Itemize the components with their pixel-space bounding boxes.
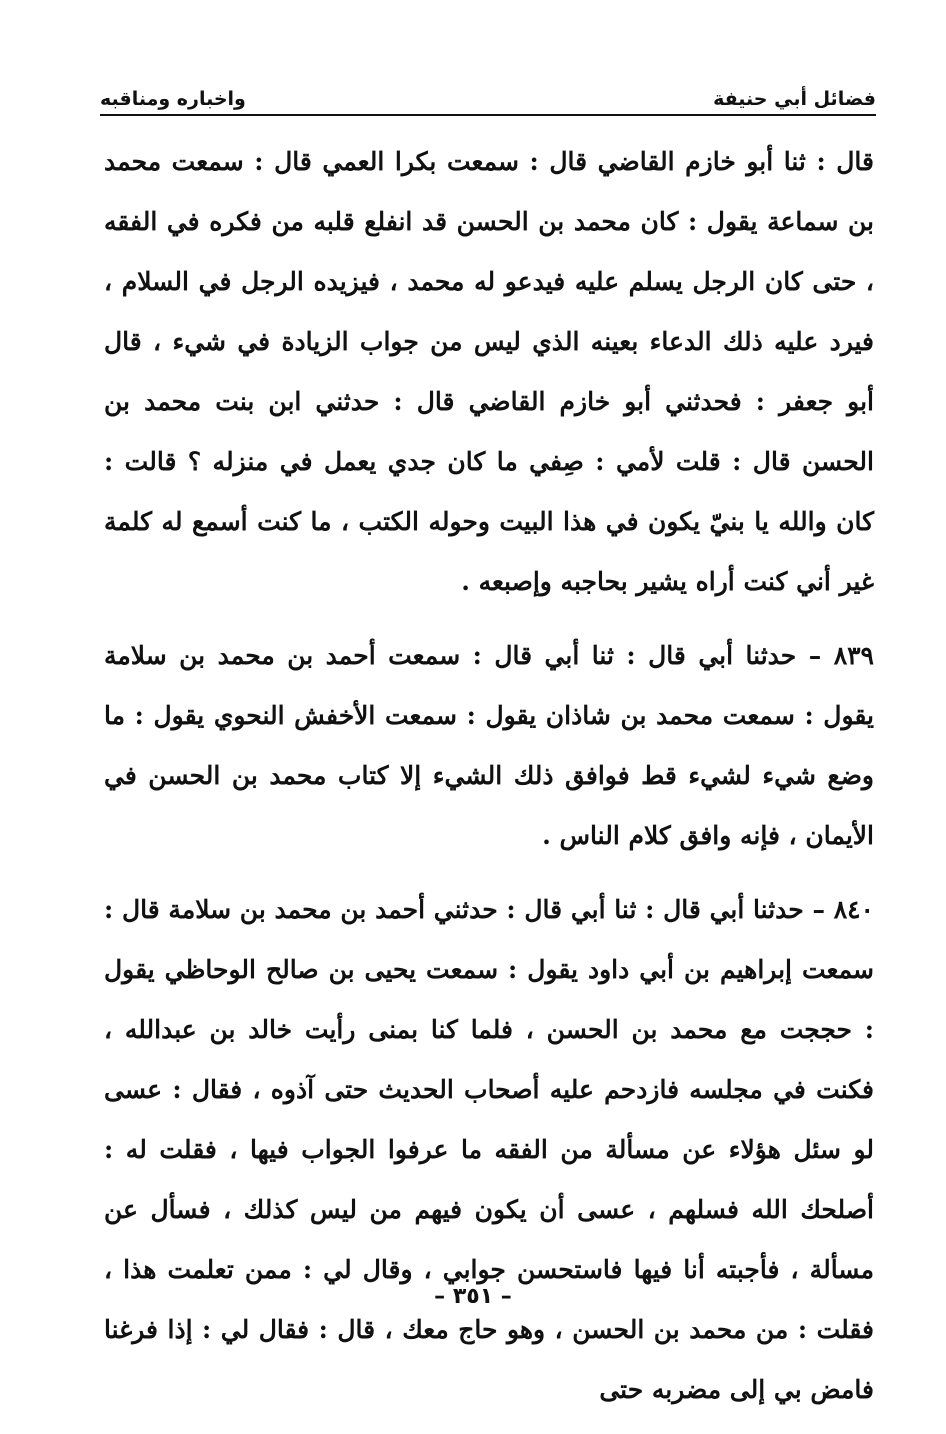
header-subtitle: واخباره ومناقبه (100, 88, 246, 110)
paragraph-1: قال : ثنا أبو خازم القاضي قال : سمعت بكرا العمي قال : سمعت محمد بن سماعة يقول : كان محمد بن الحسن قد انفلع قلبه من فكره في الفقه ، حتى كان الرجل يسلم عليه فيدعو له محمد ، فيزيده الرجل في السلام ، فيرد عليه ذلك الدعاء بعينه الذي ليس من جواب الزيادة في شيء ، قال أبو جعفر : فحدثني أبو خازم القاضي قال : حدثني ابن بنت محمد بن الحسن قال : قلت لأمي : صِفي ما كان جدي يعمل في منزله ؟ قالت : كان والله يا بنيّ يكون في هذا البيت وحوله الكتب ، ما كنت أسمع له كلمة غير أني كنت أراه يشير بحاجبه وإصبعه . (104, 147, 874, 596)
header-book-title: فضائل أبي حنيفة (713, 88, 876, 110)
page-number: – ٣٥١ – (434, 1284, 512, 1309)
paragraph-839: ٨٣٩ – حدثنا أبي قال : ثنا أبي قال : سمعت أحمد بن محمد بن سلامة يقول : سمعت محمد بن شاذان يقول : سمعت الأخفش النحوي يقول : ما وضع شيء لشيء قط فوافق ذلك الشيء إلا كتاب محمد بن الحسن في الأيمان ، فإنه وافق كلام الناس . (104, 641, 874, 850)
main-text (104, 132, 874, 1434)
header-divider (100, 114, 876, 116)
running-header (100, 70, 876, 110)
paragraph-840: ٨٤٠ – حدثنا أبي قال : ثنا أبي قال : حدثني أحمد بن محمد بن سلامة قال : سمعت إبراهيم بن أبي داود يقول : سمعت يحيى بن صالح الوحاظي يقول : حججت مع محمد بن الحسن ، فلما كنا بمنى رأيت خالد بن عبدالله ، فكنت في مجلسه فازدحم عليه أصحاب الحديث حتى آذوه ، فقال : عسى لو سئل هؤلاء عن مسألة من الفقه ما عرفوا الجواب فيها ، فقلت له : أصلحك الله فسلهم ، عسى أن يكون فيهم من ليس كذلك ، فسأل عن مسألة ، فأجبته أنا فيها فاستحسن جوابي ، وقال لي : ممن تعلمت هذا ، فقلت : من محمد بن الحسن ، وهو حاج معك ، قال : فقال لي : إذا فرغنا فامض بي إلى مضربه حتى (104, 895, 874, 1404)
